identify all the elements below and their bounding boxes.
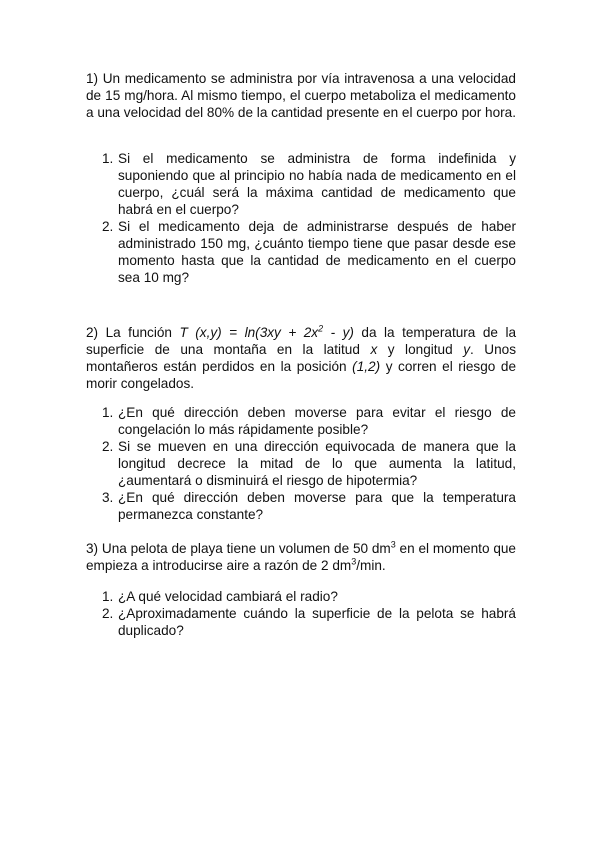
temperature-formula [179, 325, 353, 340]
item-text: ¿En qué dirección deben moverse para evitar el riesgo de congelación lo más rápidamente posible? [118, 405, 516, 437]
variable-y: y [463, 342, 470, 357]
variable-x: x [370, 342, 378, 357]
unit-exponent: 3 [390, 539, 396, 550]
item-text: Si el medicamento deja de administrarse después de haber administrado 150 mg, ¿cuánto tiempo tiene que pasar desde ese momento hasta que la cantidad de medicamento en el cuerpo sea 10 mg? [118, 219, 516, 285]
item-number: 1. [102, 405, 114, 420]
item-number: 1. [102, 589, 114, 604]
formula-part: T (x,y) = ln(3xy + 2x [179, 325, 319, 340]
item-number: 2. [102, 439, 114, 454]
problem-2-text: . Unos montañeros están perdidos en la posición [86, 342, 517, 374]
item-text: ¿En qué dirección deben moverse para que la temperatura permanezca constante? [118, 490, 516, 522]
list-item [86, 150, 516, 218]
problem-3-questions [86, 588, 516, 639]
problem-2-text: da la temperatura de la superficie de una montaña en la latitud [86, 325, 517, 357]
item-text: Si se mueven en una dirección equivocada de manera que la longitud decrece la mitad de lo que aumenta la latitud, ¿aumentará o disminuirá el riesgo de hipotermia? [118, 439, 516, 488]
item-number: 2. [102, 606, 114, 621]
list-item [86, 438, 516, 489]
item-text: ¿A qué velocidad cambiará el radio? [118, 589, 338, 604]
list-item [86, 588, 516, 605]
item-text: Si el medicamento se administra de forma indefinida y suponiendo que al principio no había nada de medicamento en el cuerpo, ¿cuál será la máxima cantidad de medicamento que habrá en el cuerpo? [118, 151, 516, 217]
list-item [86, 404, 516, 438]
problem-2-text: y longitud [377, 342, 464, 357]
list-item [86, 489, 516, 523]
problem-2-intro: 2) La función [86, 325, 180, 340]
formula-part: - y) [323, 325, 354, 340]
list-item [86, 605, 516, 639]
problem-1-questions [86, 150, 516, 286]
problem-2-questions [86, 404, 516, 523]
problem-2-text: y corren el riesgo de morir congelados. [86, 359, 517, 391]
item-number: 3. [102, 490, 114, 505]
formula-exponent: 2 [318, 323, 324, 334]
list-item [86, 218, 516, 286]
position-value: (1,2) [352, 359, 381, 374]
unit-exponent: 3 [351, 556, 357, 567]
problem-3-text: en el momento que empieza a introducirse aire a razón de 2 dm [86, 541, 516, 573]
problem-3-text: 3) Una pelota de playa tiene un volumen de 50 dm [86, 541, 391, 556]
problem-3-statement [86, 540, 516, 574]
problem-3-text: /min. [356, 558, 386, 573]
item-number: 1. [102, 151, 114, 166]
problem-1-statement: 1) Un medicamento se administra por vía intravenosa a una velocidad de 15 mg/hora. Al mismo tiempo, el cuerpo metaboliza el medicamento a una velocidad del 80% de la cantidad presente en el cuerpo por hora. [86, 71, 517, 120]
problem-2-statement [86, 324, 516, 392]
item-text: ¿Aproximadamente cuándo la superficie de la pelota se habrá duplicado? [118, 606, 516, 638]
item-number: 2. [102, 219, 114, 234]
